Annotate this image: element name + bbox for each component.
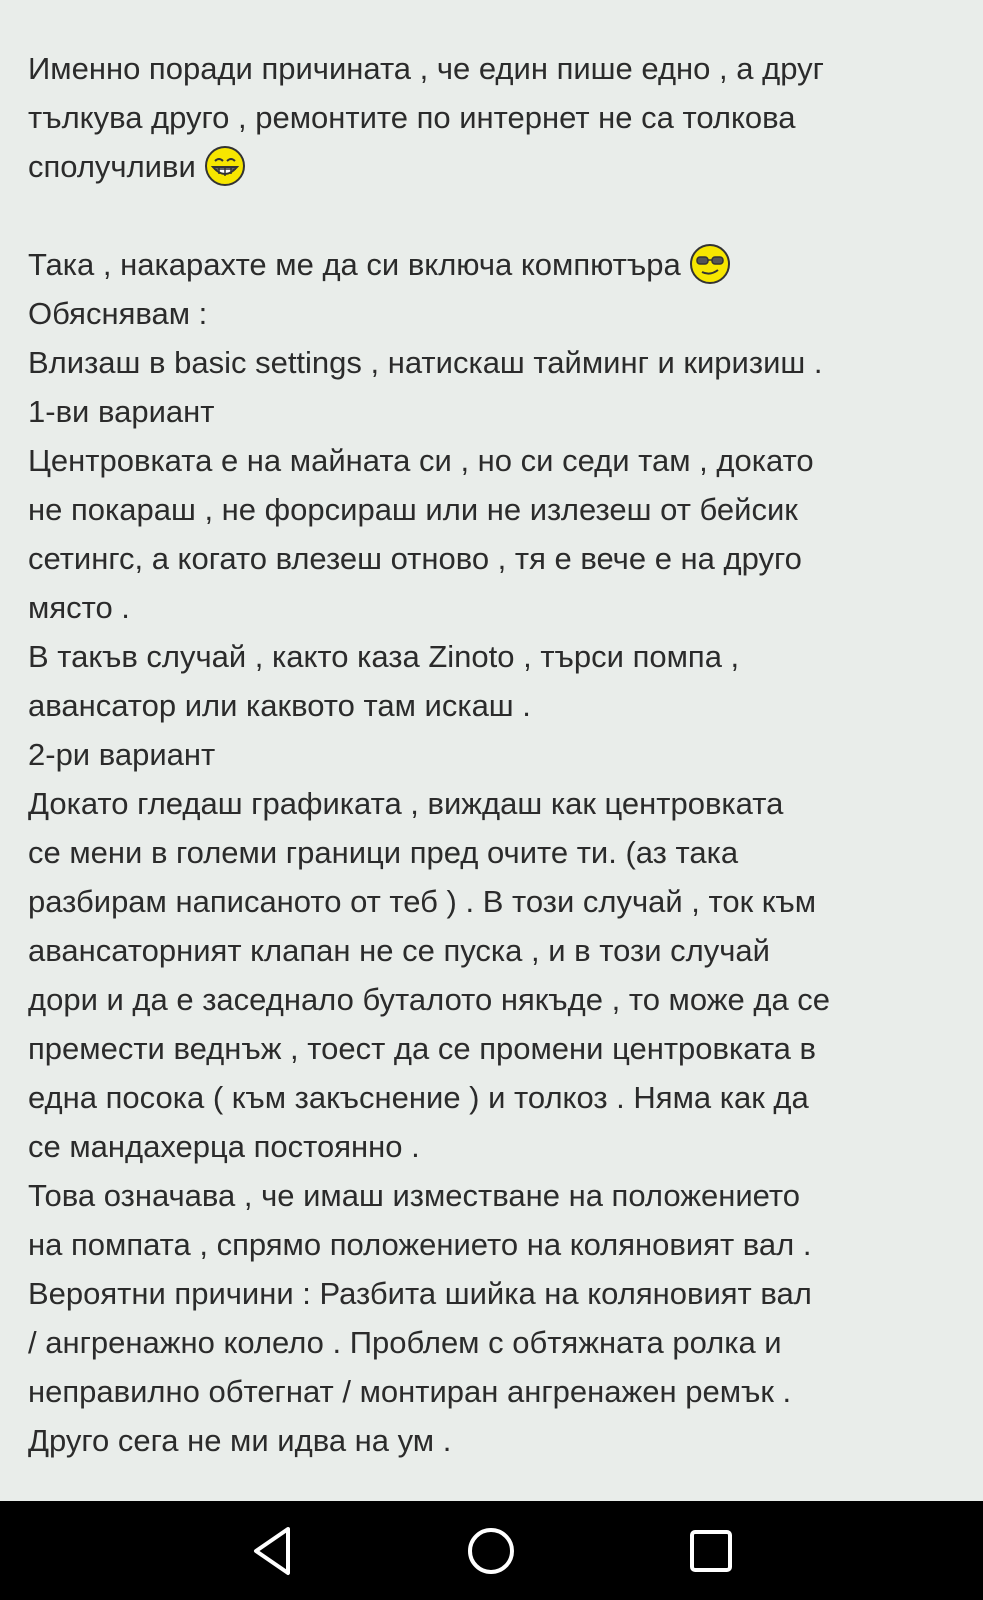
post-line: Друго сега не ми идва на ум .	[28, 1423, 452, 1458]
post-line: Обяснявам :	[28, 296, 208, 331]
post-line-with-emoji	[28, 142, 968, 191]
post-line: Влизаш в basic settings , натискаш тайминг и киризиш .	[28, 345, 823, 380]
home-circle-icon	[465, 1525, 517, 1577]
post-line: Вероятни причини : Разбита шийка на коляновият вал	[28, 1276, 812, 1311]
post-line: една посока ( към закъснение ) и толкоз . Няма как да	[28, 1080, 809, 1115]
forum-post-body	[28, 44, 968, 1465]
post-line: авансатор или каквото там искаш .	[28, 688, 531, 723]
post-line: В такъв случай , както каза Zinoto , търси помпа ,	[28, 639, 740, 674]
post-line: дори и да е заседнало буталото някъде , то може да се	[28, 982, 831, 1017]
post-line: / ангренажно колело . Проблем с обтяжната ролка и	[28, 1325, 782, 1360]
post-line: 2-ри вариант	[28, 737, 216, 772]
post-line: неправилно обтегнат / монтиран ангренажен ремък .	[28, 1374, 792, 1409]
recents-square-icon	[689, 1529, 733, 1573]
sunglasses-smiley-icon	[689, 243, 731, 285]
post-line: Именно поради причината , че един пише едно , а друг	[28, 51, 824, 86]
recents-button[interactable]	[679, 1519, 743, 1583]
post-line: премести веднъж , тоест да се промени центровката в	[28, 1031, 816, 1066]
post-line: се мандахерца постоянно .	[28, 1129, 420, 1164]
post-line-text: сполучливи	[28, 149, 196, 184]
post-line: разбирам написаното от теб ) . В този случай , ток към	[28, 884, 817, 919]
post-line-text: Така , накарахте ме да си включа компютъра	[28, 247, 681, 282]
back-triangle-icon	[248, 1525, 296, 1577]
post-line: Това означава , че имаш изместване на положението	[28, 1178, 800, 1213]
post-line: авансаторният клапан не се пуска , и в този случай	[28, 933, 770, 968]
android-navigation-bar	[0, 1501, 983, 1600]
blank-line	[28, 191, 968, 240]
post-line: на помпата , спрямо положението на коляновият вал .	[28, 1227, 812, 1262]
post-line: се мени в големи граници пред очите ти. (аз така	[28, 835, 739, 870]
post-line: не покараш , не форсираш или не излезеш от бейсик	[28, 492, 798, 527]
back-button[interactable]	[240, 1519, 304, 1583]
post-line: 1-ви вариант	[28, 394, 215, 429]
post-line: Центровката е на майната си , но си седи там , докато	[28, 443, 814, 478]
post-line-with-emoji	[28, 240, 968, 289]
post-line: място .	[28, 590, 130, 625]
home-button[interactable]	[459, 1519, 523, 1583]
post-line: тълкува друго , ремонтите по интернет не са толкова	[28, 100, 796, 135]
post-line: сетингс, а когато влезеш отново , тя е вече е на друго	[28, 541, 802, 576]
post-line: Докато гледаш графиката , виждаш как центровката	[28, 786, 784, 821]
grinning-smiley-icon	[204, 145, 246, 187]
